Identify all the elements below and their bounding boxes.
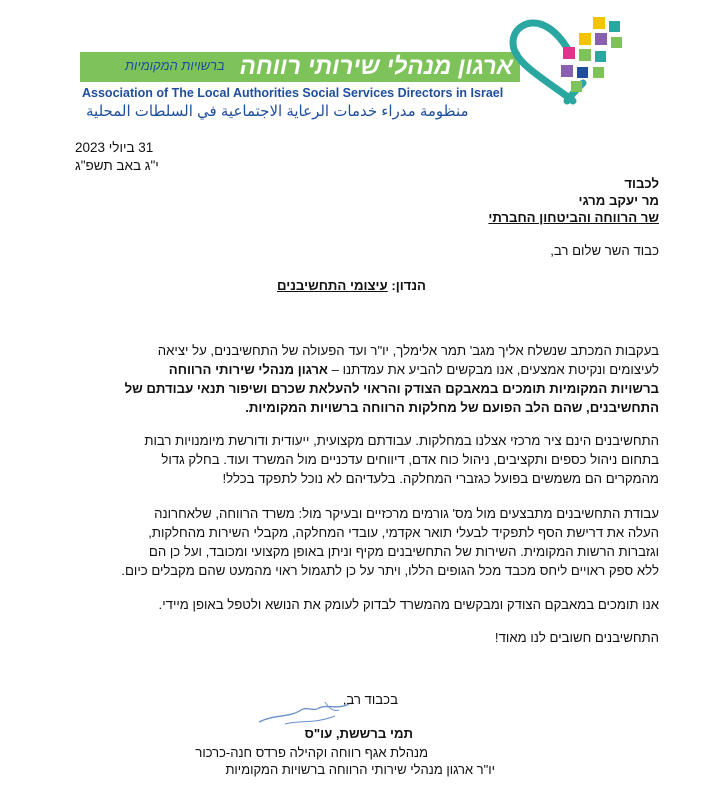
subject-text: עיצומי התחשיבנים	[277, 278, 388, 293]
org-name-english: Association of The Local Authorities Social Services Directors in Israel	[82, 86, 504, 100]
p3-line-1: עבודת התחשיבנים מתבצעים מול מס' גורמים מרכזיים ובעיקר מול: משרד הרווחה, שלאחרונה	[154, 506, 659, 521]
signature-image	[255, 698, 365, 728]
subject-label: הנדון:	[387, 278, 426, 293]
p2-line-1: התחשיבנים הינם ציר מרכזי אצלנו במחלקות. עבודתם מקצועית, ייעודית ודורשת מיומנויות רבות	[144, 433, 659, 448]
heart-logo-icon	[505, 15, 635, 110]
p1-line-4: התחשיבנים, שהם הלב הפועם של מחלקות הרווחה ברשויות המקומיות.	[245, 400, 659, 415]
subject-line	[0, 278, 703, 293]
date-hebrew: י"ג באב תשפ"ג	[75, 158, 159, 173]
org-name-arabic: منظومة مدراء خدمات الرعاية الاجتماعية في السلطات المحلية	[86, 103, 469, 120]
recipient-title: שר הרווחה והביטחון החברתי	[488, 210, 659, 225]
p4-line: אנו תומכים במאבקם הצודק ומבקשים מהמשרד לבדוק לעומק את הנושא ולטפל באופן מיידי.	[158, 597, 659, 612]
signer-role-2: יו"ר ארגון מנהלי שירותי הרווחה ברשויות המקומיות	[225, 762, 495, 777]
p1-line-3: ברשויות המקומיות תומכים במאבקם הצודק והראוי להעלאת שכרם ושיפור תנאי עבודתם של	[124, 381, 659, 396]
signer-role-1: מנהלת אגף רווחה וקהילה פרדס חנה-כרכור	[195, 745, 428, 760]
date-gregorian: 31 ביולי 2023	[75, 140, 154, 155]
p2-line-3: מהמקרים הם משמשים בפועל כגזברי המחלקה. בלעדיהם לא נוכל לתפקד בכלל!	[222, 471, 659, 486]
p3-line-2: העלה את דרישת הסף לתפקיד לבעלי תואר אקדמי, עובדי המחלקה, מקבלי השירות מהחלקות,	[148, 525, 659, 540]
p2-line-2: בתחום ניהול כספים ותקציבים, ניהול כוח אדם, דיווחים עדכניים מול המשרד ועוד. בחלק גדול	[161, 452, 659, 467]
p3-line-4: ללא ספק ראויים ליחס מכבד מכל הגופים הללו, ויתר על כן לתגמול ראוי מהמעט שהם מקבלים כיום.	[121, 563, 659, 578]
org-name-hebrew: ארגון מנהלי שירותי רווחה	[239, 53, 513, 80]
org-tagline-hebrew: ברשויות המקומיות	[125, 58, 225, 73]
p5-line: התחשיבנים חשובים לנו מאוד!	[494, 630, 659, 645]
p1-line-1: בעקבות המכתב שנשלח אליך מגב' תמר אלימלך, יו"ר ועד הפעולה של התחשיבנים, על יציאה	[157, 343, 659, 358]
p1-line-2-text: לעיצומים ונקיטת אמצעים, אנו מבקשים להביע את עמדתנו –	[327, 362, 659, 377]
signer-name: תמי ברששת, עו"ס	[304, 726, 413, 741]
recipient-name: מר יעקב מרגי	[578, 193, 659, 208]
closing-regards: בכבוד רב,	[342, 692, 398, 707]
recipient-to: לכבוד	[624, 176, 659, 191]
p1-line-2	[169, 361, 659, 378]
p3-line-3: וגזברות הרשות המקומית. השירות של התחשיבנים מקיף וניתן באופן מקצועי ומכובד, ועל כן הם	[148, 544, 659, 559]
greeting: כבוד השר שלום רב,	[550, 243, 659, 258]
p1-line-2-bold: ארגון מנהלי שירותי הרווחה	[168, 362, 328, 377]
